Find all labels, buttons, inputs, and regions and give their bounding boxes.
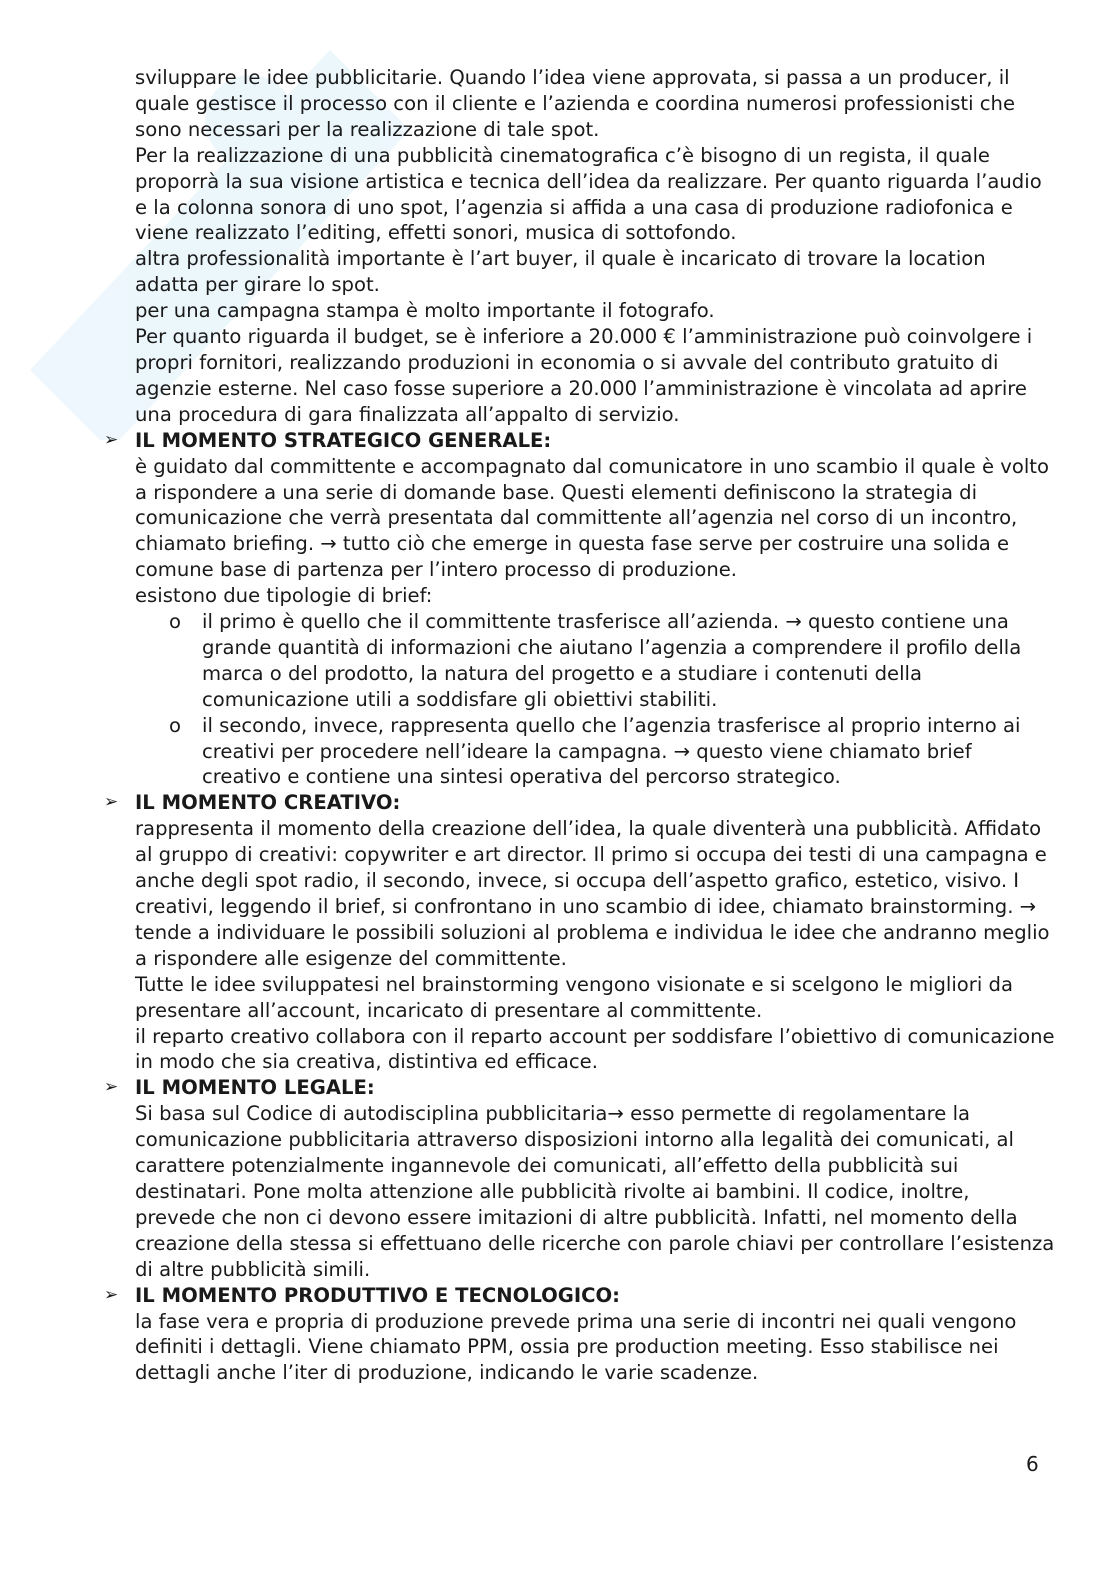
section-paragraph: il reparto creativo collabora con il reparto account per soddisfare l’obiettivo di comunicazione in modo che sia creativa, distintiva ed efficace.	[135, 1024, 1055, 1074]
section-paragraph: la fase vera e propria di produzione prevede prima una serie di incontri nei quali vengono definiti i dettagli. Viene chiamato PPM, ossia pre production meeting. Esso stabilisce nei dettagli anche l’iter di produzione, indicando le varie scadenze.	[135, 1309, 1017, 1385]
section-paragraph: rappresenta il momento della creazione dell’idea, la quale diventerà una pubblicità. Affidato al gruppo di creativi: copywriter e art director. Il primo si occupa dei testi di una campagna e anche degli spot radio, il secondo, invece, si occupa dell’aspetto grafico, estetico, visivo. I creativi, leggendo il brief, si confrontano in uno scambio di idee, chiamato brainstorming. → tende a individuare le possibili soluzioni al problema e individua le idee che andranno meglio a rispondere alle esigenze del committente.	[135, 817, 1050, 970]
section	[104, 428, 1055, 791]
arrow-bullet-icon: ➢	[104, 792, 119, 813]
document-page	[104, 65, 1055, 1386]
section-paragraph: Tutte le idee sviluppatesi nel brainstorming vengono visionate e si scelgono le migliori da presentare all’account, incaricato di presentare al committente.	[135, 972, 1013, 1022]
sub-list-text: il primo è quello che il committente trasferisce all’azienda. → questo contiene una grande quantità di informazioni che aiutano l’agenzia a comprendere il profilo della marca o del prodotto, la natura del progetto e a studiare i contenuti della comunicazione utili a soddisfare gli obiettivi stabiliti.	[202, 610, 1022, 711]
section	[104, 790, 1055, 1075]
arrow-bullet-icon: ➢	[104, 429, 119, 450]
intro-paragraph: Per quanto riguarda il budget, se è inferiore a 20.000 € l’amministrazione può coinvolgere i propri fornitori, realizzando produzioni in economia o si avvale del contributo gratuito di agenzie esterne. Nel caso fosse superiore a 20.000 l’amministrazione è vincolata ad aprire una procedura di gara finalizzata all’appalto di servizio.	[135, 325, 1033, 426]
intro-paragraph: Per la realizzazione di una pubblicità cinematografica c’è bisogno di un regista, il quale proporrà la sua visione artistica e tecnica dell’idea da realizzare. Per quanto riguarda l’audio e la colonna sonora di uno spot, l’agenzia si affida a una casa di produzione radiofonica e viene realizzato l’editing, effetti sonori, musica di sottofondo.	[135, 143, 1042, 245]
intro-paragraph: per una campagna stampa è molto importante il fotografo.	[135, 299, 715, 323]
circle-bullet-icon: o	[169, 610, 181, 634]
intro-paragraph: sviluppare le idee pubblicitarie. Quando l’idea viene approvata, si passa a un producer, il quale gestisce il processo con il cliente e l’azienda e coordina numerosi professionisti che sono necessari per la realizzazione di tale spot.	[135, 66, 1016, 141]
section-heading: IL MOMENTO PRODUTTIVO E TECNOLOGICO:	[135, 1283, 621, 1307]
arrow-bullet-icon: ➢	[104, 1284, 119, 1305]
arrow-bullet-icon: ➢	[104, 1077, 119, 1098]
section-heading: IL MOMENTO LEGALE:	[135, 1076, 375, 1100]
section-heading: IL MOMENTO CREATIVO:	[135, 791, 401, 815]
sub-list-item	[169, 713, 1055, 791]
section-paragraph: esistono due tipologie di brief:	[135, 584, 433, 608]
section	[104, 1075, 1055, 1282]
page-number: 6	[1026, 1452, 1039, 1476]
sub-list-item	[169, 609, 1055, 713]
sub-list-text: il secondo, invece, rappresenta quello che l’agenzia trasferisce al proprio interno ai creativi per procedere nell’ideare la campagna. → questo viene chiamato brief creativo e contiene una sintesi operativa del percorso strategico.	[202, 713, 1021, 789]
section	[104, 1283, 1055, 1387]
intro-text	[135, 65, 1055, 428]
section-heading: IL MOMENTO STRATEGICO GENERALE:	[135, 428, 552, 452]
intro-paragraph: altra professionalità importante è l’art buyer, il quale è incaricato di trovare la location adatta per girare lo spot.	[135, 247, 986, 297]
section-paragraph: è guidato dal committente e accompagnato dal comunicatore in uno scambio il quale è volto a rispondere a una serie di domande base. Questi elementi definiscono la strategia di comunicazione che verrà presentata dal committente all’agenzia nel corso di un incontro, chiamato briefing. → tutto ciò che emerge in questa fase serve per costruire una solida e comune base di partenza per l’intero processo di produzione.	[135, 454, 1049, 582]
sections-list	[104, 428, 1055, 1387]
section-paragraph: Si basa sul Codice di autodisciplina pubblicitaria→ esso permette di regolamentare la comunicazione pubblicitaria attraverso disposizioni intorno alla legalità dei comunicati, al carattere potenzialmente ingannevole dei comunicati, all’effetto della pubblicità sui destinatari. Pone molta attenzione alle pubblicità rivolte ai bambini. Il codice, inoltre, prevede che non ci devono essere imitazioni di altre pubblicità. Infatti, nel momento della creazione della stessa si effettuano delle ricerche con parole chiavi per controllare l’esistenza di altre pubblicità simili.	[135, 1102, 1055, 1281]
circle-bullet-icon: o	[169, 713, 181, 737]
sub-list	[169, 609, 1055, 790]
